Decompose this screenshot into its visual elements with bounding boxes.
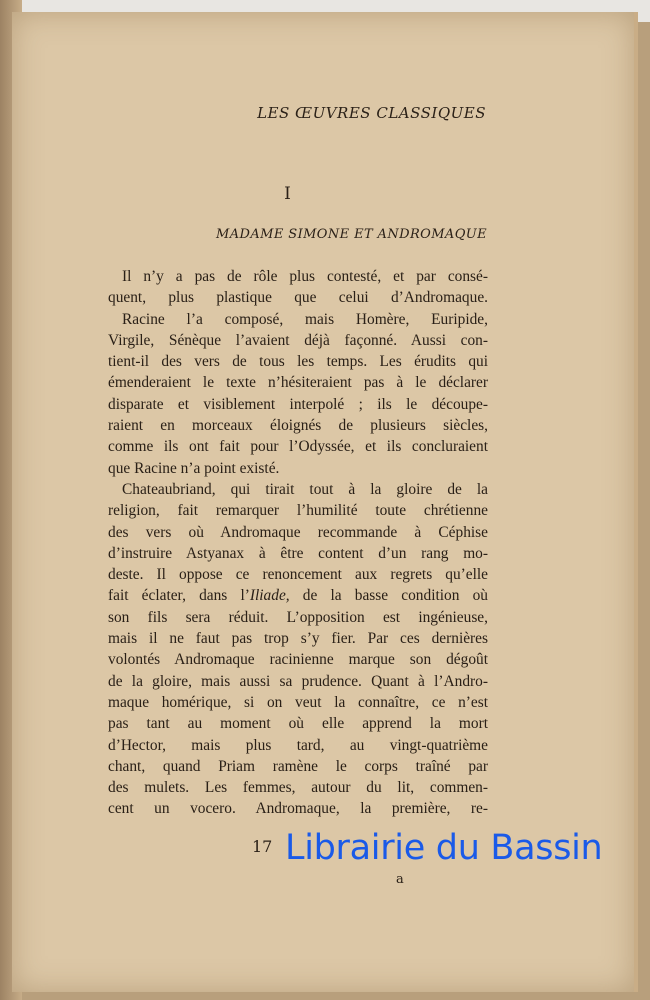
- text-line: Chateaubriand, qui tirait tout à la gloire de la: [122, 480, 488, 498]
- text-line: chant, quand Priam ramène le corps traîné par: [108, 757, 488, 775]
- text-line: disparate et visiblement interpolé ; ils le découpe-: [108, 395, 488, 413]
- text-line: pas tant au moment où elle apprend la mort: [108, 715, 488, 733]
- text-line: deste. Il oppose ce renoncement aux regrets qu’elle: [108, 566, 488, 584]
- text-segment: fait éclater, dans l’: [108, 587, 250, 605]
- body-text: [108, 266, 488, 820]
- text-line: Il n’y a pas de rôle plus contesté, et par consé-: [122, 268, 488, 285]
- page-folio: 17: [252, 837, 273, 856]
- text-line: raient en morceaux éloignés de plusieurs siècles,: [108, 417, 488, 435]
- text-line: volontés Andromaque racinienne marque son dégoût: [108, 651, 488, 669]
- text-line: mais il ne faut pas trop s’y fier. Par ces dernières: [108, 630, 488, 648]
- text-line: maque homérique, si on veut la connaître, ce n’est: [108, 693, 488, 711]
- text-line: des vers où Andromaque recommande à Céphise: [108, 523, 488, 541]
- text-line: tient-il des vers de tous les temps. Les érudits qui: [108, 353, 488, 371]
- text-line: quent, plus plastique que celui d’Andromaque.: [108, 289, 488, 307]
- text-line: Racine l’a composé, mais Homère, Euripide,: [122, 310, 488, 328]
- chapter-number: I: [284, 184, 291, 204]
- text-segment: de la basse condition où: [289, 587, 488, 605]
- text-line: son fils sera réduit. L’opposition est ingénieuse,: [108, 608, 488, 626]
- text-line: religion, fait remarquer l’humilité toute chrétienne: [108, 502, 488, 520]
- text-line: cent un vocero. Andromaque, la première, re-: [108, 800, 488, 818]
- watermark: Librairie du Bassin: [285, 828, 603, 868]
- text-line: comme ils ont fait pour l’Odyssée, et ils concluraient: [108, 438, 488, 456]
- italic-title: Iliade,: [249, 587, 290, 605]
- text-line: d’instruire Astyanax à être content d’un rang mo-: [108, 544, 488, 562]
- running-head: LES ŒUVRES CLASSIQUES: [257, 104, 486, 122]
- text-line: d’Hector, mais plus tard, au vingt-quatrième: [108, 736, 488, 754]
- text-line: de la gloire, mais aussi sa prudence. Quant à l’Andro-: [108, 672, 488, 690]
- text-line: des mulets. Les femmes, autour du lit, commen-: [108, 779, 488, 797]
- text-line-iliade: [108, 585, 488, 606]
- text-line: émenderaient le texte n’hésiteraient pas à le déclarer: [108, 374, 488, 392]
- signature-mark: a: [396, 872, 404, 887]
- text-line: que Racine n’a point existé.: [108, 459, 280, 477]
- text-line: Virgile, Sénèque l’avaient déjà façonné. Aussi con-: [108, 331, 488, 349]
- chapter-title: MADAME SIMONE ET ANDROMAQUE: [216, 227, 487, 242]
